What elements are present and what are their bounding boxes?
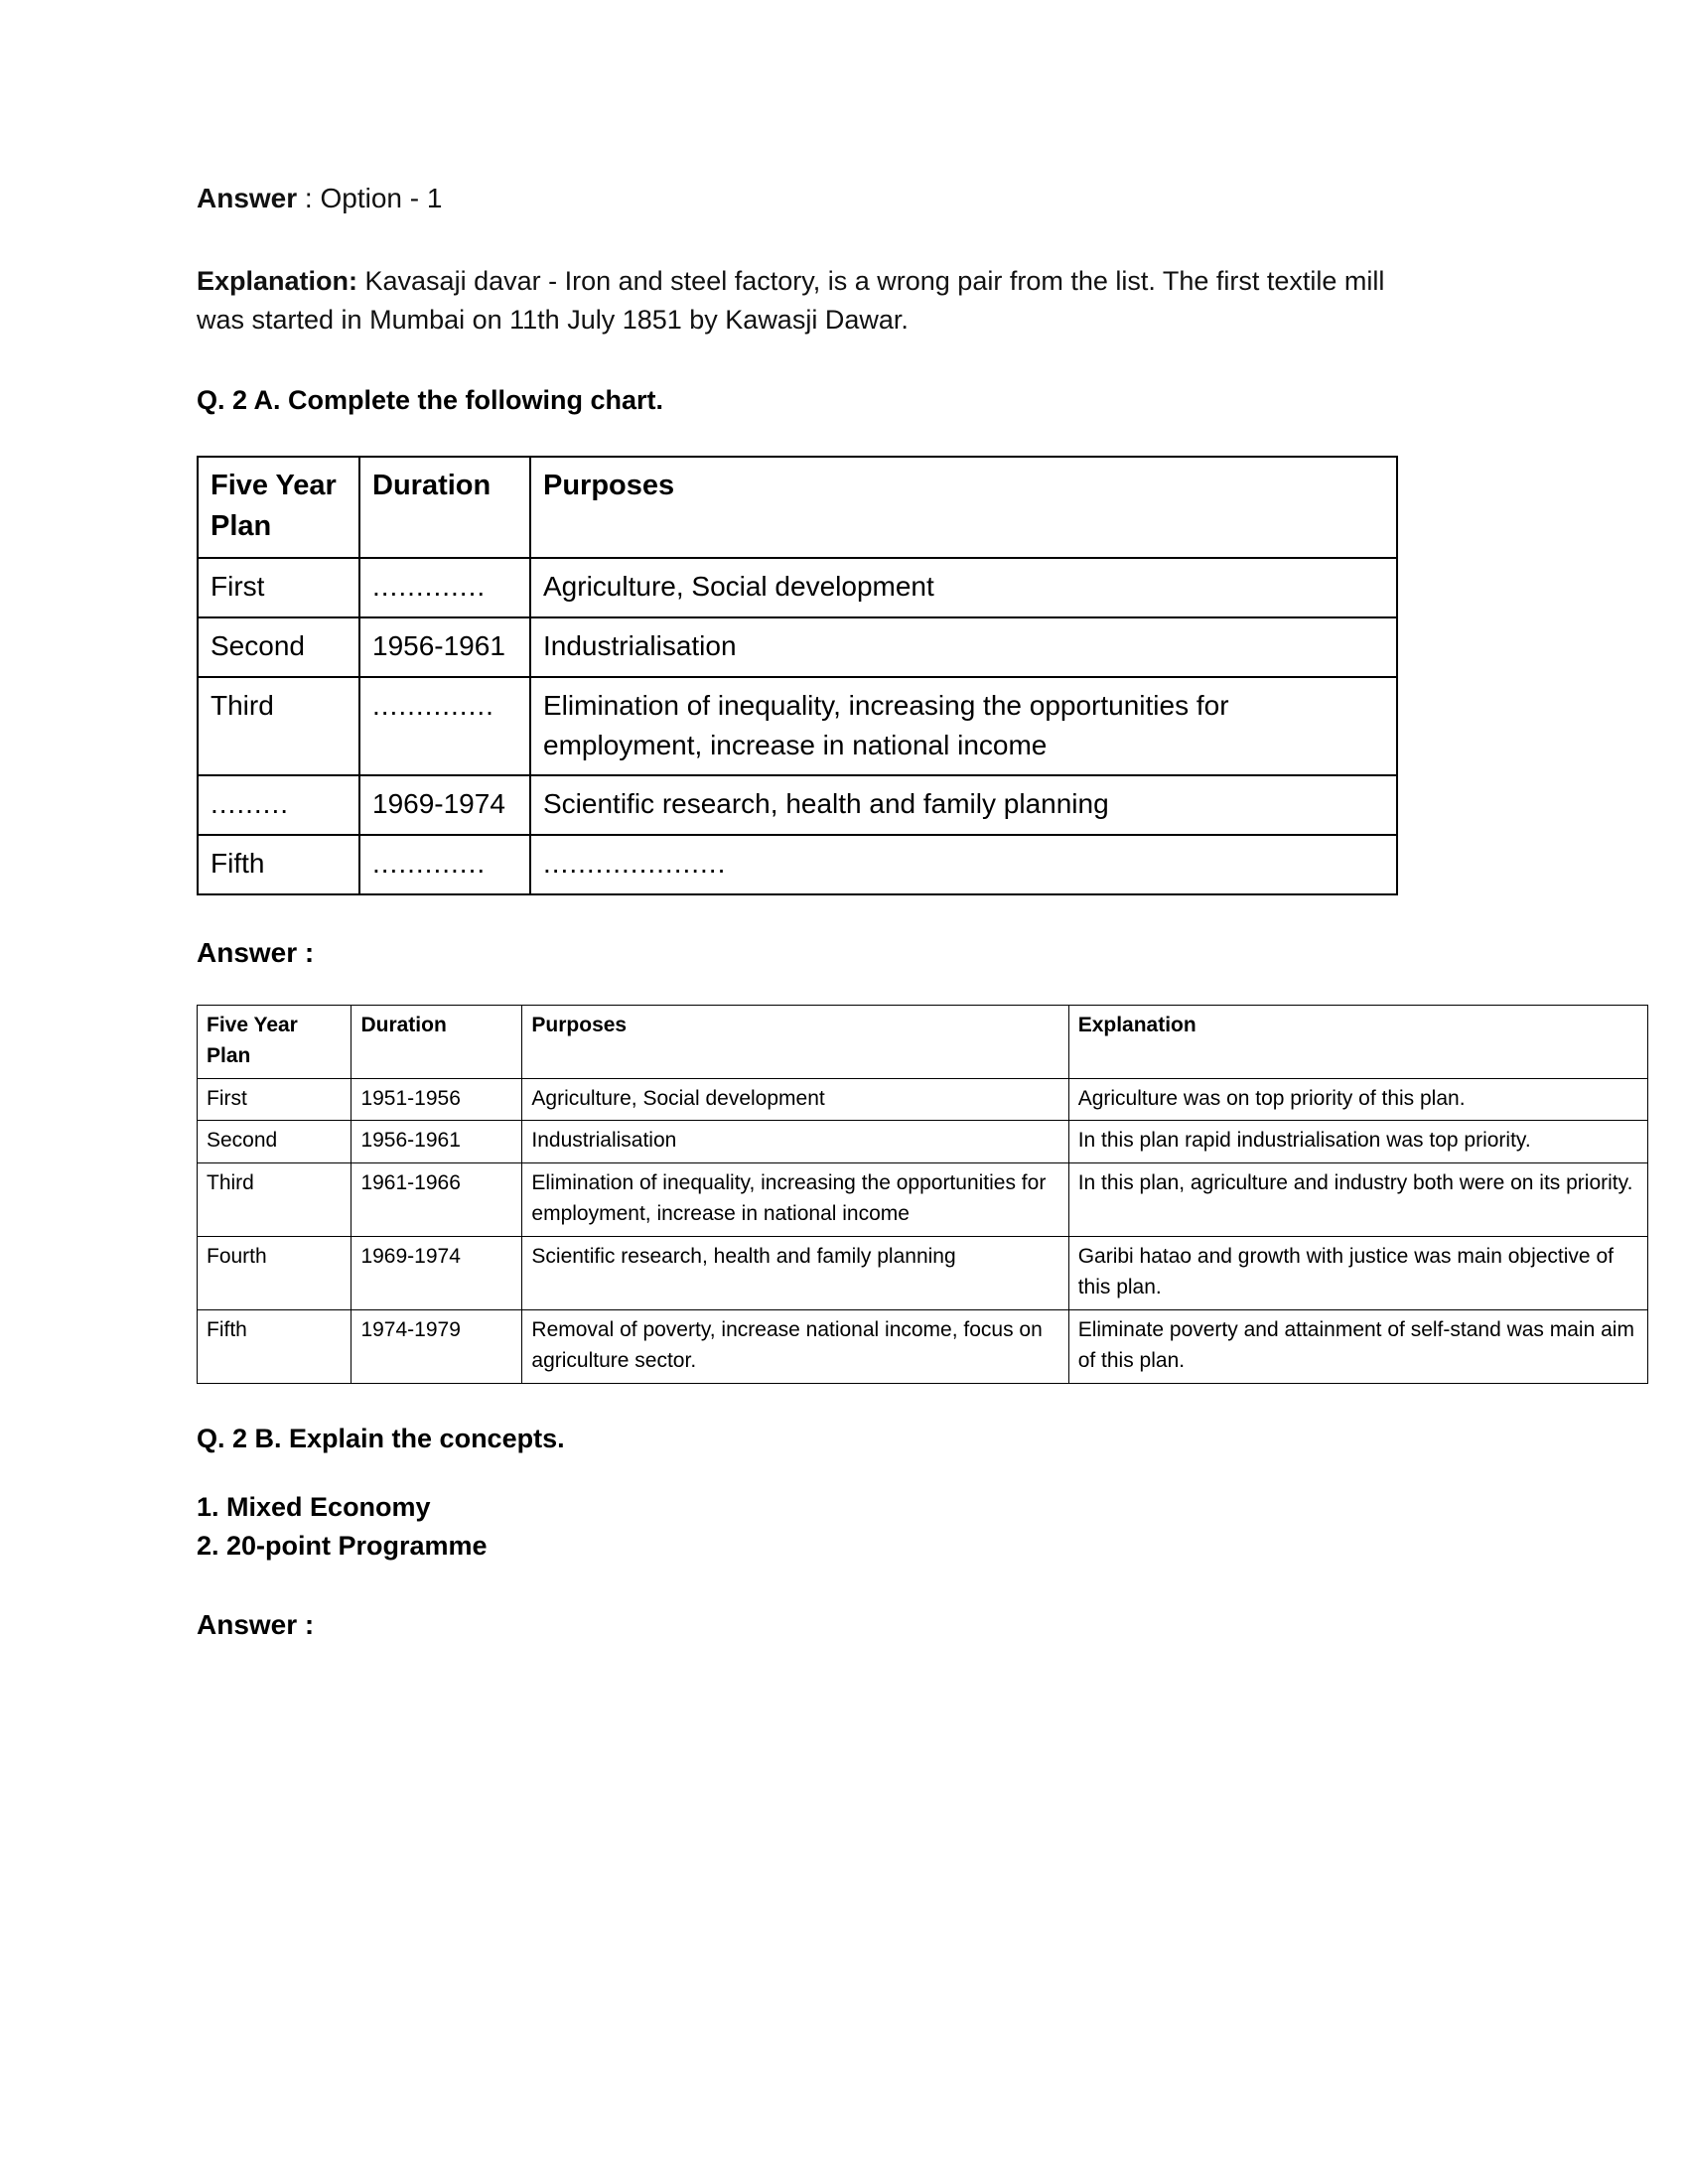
table-row — [198, 617, 1397, 677]
chart-col-purposes-header: Purposes — [530, 457, 1397, 558]
explanation-paragraph — [197, 262, 1408, 340]
table-row — [198, 775, 1397, 835]
chart-cell-duration: ............. — [359, 558, 530, 617]
answer-col-purposes-header: Purposes — [522, 1005, 1068, 1078]
explanation-label: Explanation: — [197, 265, 358, 296]
chart-col-plan-header: Five Year Plan — [198, 457, 359, 558]
table-row — [198, 558, 1397, 617]
answer-cell-explanation: Garibi hatao and growth with justice was main objective of this plan. — [1068, 1236, 1647, 1309]
answer-cell-explanation: In this plan rapid industrialisation was top priority. — [1068, 1121, 1647, 1163]
explanation-text: Kavasaji davar - Iron and steel factory, is a wrong pair from the list. The first textile mill was started in Mumbai on 11th July 1851 by Kawasji Dawar. — [197, 265, 1385, 335]
chart-cell-plan: First — [198, 558, 359, 617]
answer-col-plan-header: Five Year Plan — [198, 1005, 352, 1078]
answer-option-line — [197, 179, 1656, 218]
table-row — [198, 1162, 1648, 1236]
table-row — [198, 835, 1397, 894]
answer-cell-purposes: Agriculture, Social development — [522, 1078, 1068, 1121]
answer-cell-purposes: Elimination of inequality, increasing the opportunities for employment, increase in national income — [522, 1162, 1068, 1236]
section-spacer — [197, 1384, 1656, 1424]
answer-cell-duration: 1974-1979 — [352, 1309, 522, 1383]
answer-option-value: : Option - 1 — [297, 183, 443, 213]
answer-cell-purposes: Industrialisation — [522, 1121, 1068, 1163]
answer-cell-plan: Third — [198, 1162, 352, 1236]
chart-cell-purposes: Scientific research, health and family planning — [530, 775, 1397, 835]
answer-cell-purposes: Scientific research, health and family planning — [522, 1236, 1068, 1309]
answer-cell-plan: Fourth — [198, 1236, 352, 1309]
chart-cell-plan: ......... — [198, 775, 359, 835]
answer-cell-duration: 1956-1961 — [352, 1121, 522, 1163]
answer-cell-explanation: Agriculture was on top priority of this plan. — [1068, 1078, 1647, 1121]
chart-cell-plan: Third — [198, 677, 359, 776]
question-2a-heading: Q. 2 A. Complete the following chart. — [197, 385, 664, 416]
answer-col-explanation-header: Explanation — [1068, 1005, 1647, 1078]
table-header-row — [198, 457, 1397, 558]
table-row — [198, 1121, 1648, 1163]
document-content — [197, 179, 1656, 1641]
concept-item-2: 2. 20-point Programme — [197, 1531, 488, 1562]
chart-cell-plan: Fifth — [198, 835, 359, 894]
answer-cell-duration: 1961-1966 — [352, 1162, 522, 1236]
chart-cell-purposes: Elimination of inequality, increasing the opportunities for employment, increase in national income — [530, 677, 1397, 776]
answer-heading-2b: Answer : — [197, 1609, 315, 1641]
chart-cell-duration: 1969-1974 — [359, 775, 530, 835]
table-row — [198, 1309, 1648, 1383]
chart-cell-purposes: Industrialisation — [530, 617, 1397, 677]
five-year-plan-chart-table — [197, 456, 1398, 895]
table-row — [198, 1078, 1648, 1121]
answer-cell-duration: 1951-1956 — [352, 1078, 522, 1121]
answer-cell-plan: First — [198, 1078, 352, 1121]
answer-cell-explanation: Eliminate poverty and attainment of self-stand was main aim of this plan. — [1068, 1309, 1647, 1383]
chart-col-duration-header: Duration — [359, 457, 530, 558]
table-row — [198, 1236, 1648, 1309]
answer-cell-purposes: Removal of poverty, increase national income, focus on agriculture sector. — [522, 1309, 1068, 1383]
chart-cell-plan: Second — [198, 617, 359, 677]
chart-cell-purposes: ..................... — [530, 835, 1397, 894]
answer-cell-explanation: In this plan, agriculture and industry both were on its priority. — [1068, 1162, 1647, 1236]
question-2b-heading: Q. 2 B. Explain the concepts. — [197, 1423, 565, 1453]
table-header-row — [198, 1005, 1648, 1078]
chart-cell-duration: .............. — [359, 677, 530, 776]
table-row — [198, 677, 1397, 776]
chart-cell-duration: ............. — [359, 835, 530, 894]
concept-item-1: 1. Mixed Economy — [197, 1491, 431, 1522]
five-year-plan-answer-table — [197, 1005, 1648, 1384]
chart-cell-purposes: Agriculture, Social development — [530, 558, 1397, 617]
answer-cell-plan: Fifth — [198, 1309, 352, 1383]
answer-col-duration-header: Duration — [352, 1005, 522, 1078]
answer-cell-plan: Second — [198, 1121, 352, 1163]
answer-heading: Answer : — [197, 936, 315, 968]
answer-label: Answer — [197, 183, 298, 213]
answer-cell-duration: 1969-1974 — [352, 1236, 522, 1309]
chart-cell-duration: 1956-1961 — [359, 617, 530, 677]
